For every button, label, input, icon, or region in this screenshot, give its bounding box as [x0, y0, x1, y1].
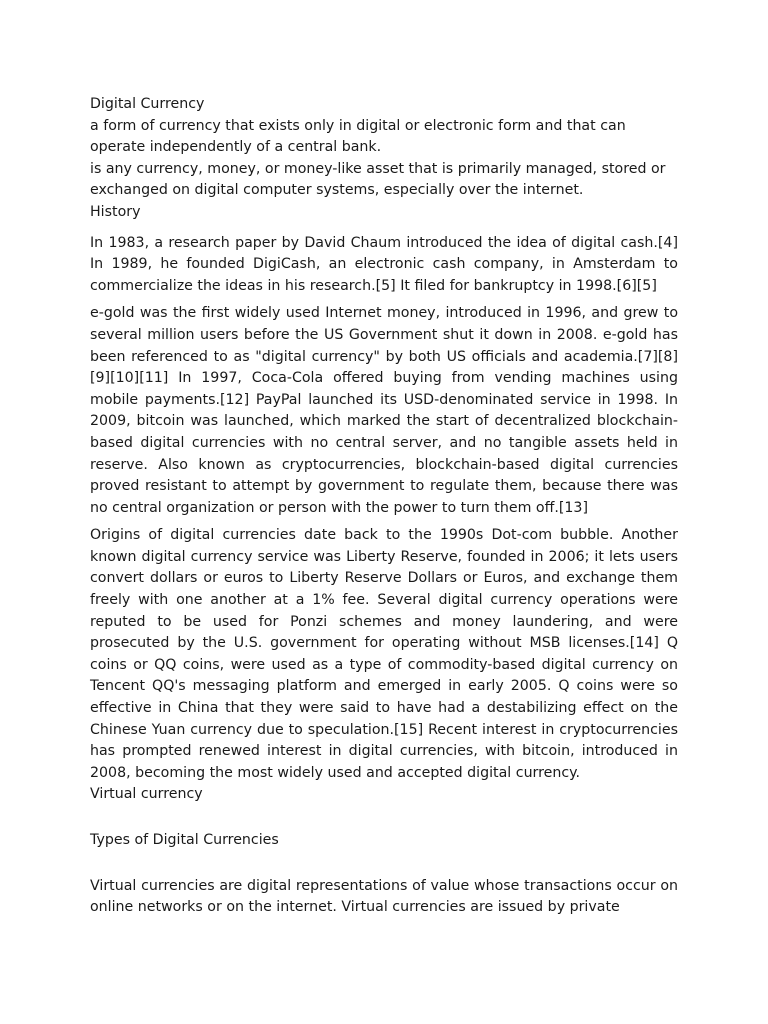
history-heading: History	[90, 203, 141, 220]
document-page	[90, 94, 678, 919]
definition-line: exchanged on digital computer systems, especially over the internet.	[90, 182, 584, 199]
document-title: Digital Currency	[90, 96, 205, 112]
definition-line: a form of currency that exists only in digital or electronic form and that can	[90, 117, 626, 134]
history-paragraph-2: e-gold was the first widely used Internet money, introduced in 1996, and grew to several million users before the US Government shut it down in 2008. e-gold has been referenced to as "digital currency" by both US officials and academia.[7][8][9][10][11] In 1997, Coca-Cola offered buying from vending machines using mobile payments.[12] PayPal launched its USD-denominated service in 1998. In 2009, bitcoin was launched, which marked the start of decentralized blockchain-based digital currencies with no central server, and no tangible assets held in reserve. Also known as cryptocurrencies, blockchain-based digital currencies proved resistant to attempt by government to regulate them, because there was no central organization or person with the power to turn them off.[13]	[90, 305, 678, 516]
definition-line: is any currency, money, or money-like asset that is primarily managed, stored or	[90, 160, 666, 177]
types-heading: Types of Digital Currencies	[90, 832, 279, 848]
definition-line: operate independently of a central bank.	[90, 139, 382, 156]
history-paragraph-3: Origins of digital currencies date back to the 1990s Dot-com bubble. Another known digital currency service was Liberty Reserve, founded in 2006; it lets users convert dollars or euros to Liberty Reserve Dollars or Euros, and exchange them freely with one another at a 1% fee. Several digital currency operations were reputed to be used for Ponzi schemes and money laundering, and were prosecuted by the U.S. government for operating without MSB licenses.[14] Q coins or QQ coins, were used as a type of commodity-based digital currency on Tencent QQ's messaging platform and emerged in early 2005. Q coins were so effective in China that they were said to have had a destabilizing effect on the Chinese Yuan currency due to speculation.[15] Recent interest in cryptocurrencies has prompted renewed interest in digital currencies, with bitcoin, introduced in 2008, becoming the most widely used and accepted digital currency.	[90, 527, 678, 781]
history-paragraph-1: In 1983, a research paper by David Chaum introduced the idea of digital cash.[4] In 1989, he founded DigiCash, an electronic cash company, in Amsterdam to commercialize the ideas in his research.[5] It filed for bankruptcy in 1998.[6][5]	[90, 234, 678, 294]
types-paragraph: Virtual currencies are digital representations of value whose transactions occur on online networks or on the internet. Virtual currencies are issued by private	[90, 877, 678, 916]
virtual-currency-heading: Virtual currency	[90, 786, 203, 803]
